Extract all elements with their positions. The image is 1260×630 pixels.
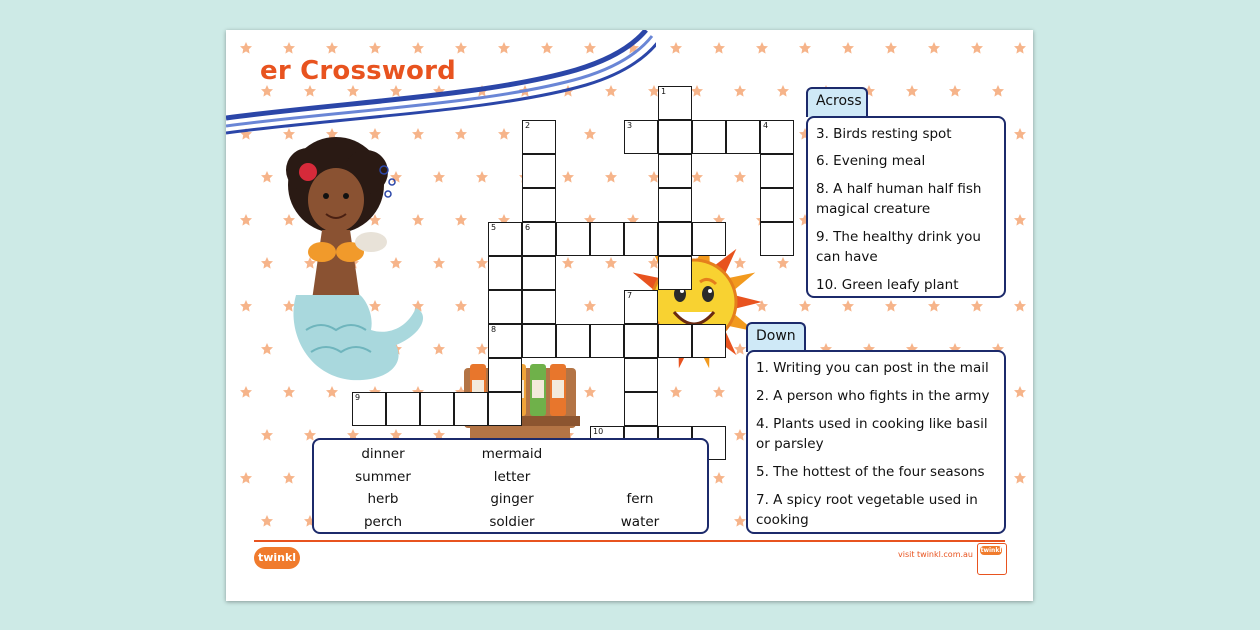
clue-number: 3 xyxy=(627,121,633,130)
star-shape xyxy=(240,300,252,312)
down-clue: 1. Writing you can post in the mail xyxy=(756,360,989,376)
star-shape xyxy=(240,214,252,226)
star-shape xyxy=(928,300,940,312)
down-clue: 5. The hottest of the four seasons xyxy=(756,464,985,480)
crossword-cell[interactable] xyxy=(760,154,794,188)
star-shape xyxy=(433,343,445,355)
crossword-cell[interactable] xyxy=(692,120,726,154)
clue-number: 1 xyxy=(661,87,667,96)
star-shape xyxy=(734,429,746,441)
star-shape xyxy=(777,257,789,269)
down-clue-box xyxy=(746,350,1006,534)
crossword-cell[interactable] xyxy=(454,392,488,426)
star-shape xyxy=(885,42,897,54)
word-bank-item: perch xyxy=(363,514,403,530)
star-shape xyxy=(476,343,488,355)
star-shape xyxy=(734,515,746,527)
star-shape xyxy=(713,472,725,484)
across-header: Across xyxy=(816,93,862,109)
crossword-cell[interactable] xyxy=(760,188,794,222)
clue-number: 6 xyxy=(525,223,531,232)
crossword-cell[interactable] xyxy=(658,86,692,120)
page-title: er Crossword xyxy=(260,56,456,86)
star-shape xyxy=(713,42,725,54)
crossword-cell[interactable] xyxy=(522,290,556,324)
crossword-cell[interactable] xyxy=(522,154,556,188)
crossword-cell[interactable] xyxy=(658,324,692,358)
clue-number: 7 xyxy=(627,291,633,300)
clue-number: 2 xyxy=(525,121,531,130)
star-shape xyxy=(455,300,467,312)
star-shape xyxy=(261,515,273,527)
crossword-cell[interactable] xyxy=(624,392,658,426)
star-shape xyxy=(777,85,789,97)
down-header: Down xyxy=(756,328,796,344)
star-shape xyxy=(283,472,295,484)
crossword-cell[interactable] xyxy=(522,324,556,358)
star-shape xyxy=(670,42,682,54)
star-shape xyxy=(799,300,811,312)
word-bank-item: soldier xyxy=(489,514,535,530)
star-shape xyxy=(1014,214,1026,226)
clue-number: 9 xyxy=(355,393,361,402)
crossword-cell[interactable] xyxy=(726,120,760,154)
footer-divider xyxy=(254,540,1005,542)
crossword-cell[interactable] xyxy=(522,256,556,290)
star-shape xyxy=(562,257,574,269)
crossword-cell[interactable] xyxy=(658,188,692,222)
star-shape xyxy=(842,300,854,312)
across-clue: 6. Evening meal xyxy=(816,153,926,169)
crossword-cell[interactable] xyxy=(488,392,522,426)
crossword-cell[interactable] xyxy=(488,222,522,256)
sun-ray xyxy=(733,295,762,309)
crossword-cell[interactable] xyxy=(556,222,590,256)
crossword-cell[interactable] xyxy=(760,120,794,154)
crossword-cell[interactable] xyxy=(624,222,658,256)
star-shape xyxy=(691,85,703,97)
star-shape xyxy=(1014,386,1026,398)
star-shape xyxy=(799,42,811,54)
crossword-cell[interactable] xyxy=(420,392,454,426)
star-shape xyxy=(971,300,983,312)
clue-number: 4 xyxy=(763,121,769,130)
twinkl-logo: twinkl xyxy=(254,547,300,569)
star-shape xyxy=(433,171,445,183)
worksheet xyxy=(226,30,1033,601)
crossword-cell[interactable] xyxy=(658,222,692,256)
crossword-cell[interactable] xyxy=(590,222,624,256)
star-shape xyxy=(928,42,940,54)
star-shape xyxy=(906,85,918,97)
down-tab xyxy=(746,322,806,352)
star-shape xyxy=(584,386,596,398)
star-shape xyxy=(455,214,467,226)
crossword-cell[interactable] xyxy=(692,324,726,358)
star-shape xyxy=(605,257,617,269)
word-bank-item: dinner xyxy=(361,446,405,462)
star-shape xyxy=(1014,472,1026,484)
star-shape xyxy=(1014,128,1026,140)
word-bank-item: summer xyxy=(355,469,411,485)
quality-badge-icon xyxy=(977,543,1007,575)
star-shape xyxy=(691,171,703,183)
word-bank-item: letter xyxy=(493,469,531,485)
down-clue: 7. A spicy root vegetable used in cooking xyxy=(756,492,978,528)
star-shape xyxy=(261,429,273,441)
star-shape xyxy=(433,257,445,269)
crossword-cell[interactable] xyxy=(590,324,624,358)
star-shape xyxy=(992,85,1004,97)
star-shape xyxy=(713,386,725,398)
across-clue-box xyxy=(806,116,1006,298)
star-shape xyxy=(885,300,897,312)
star-shape xyxy=(971,42,983,54)
across-clue: 10. Green leafy plant xyxy=(816,277,959,293)
crossword-cell[interactable] xyxy=(624,120,658,154)
crossword-cell[interactable] xyxy=(692,222,726,256)
across-clue: 8. A half human half fish magical creature xyxy=(816,181,982,217)
down-clue: 4. Plants used in cooking like basil or parsley xyxy=(756,416,988,452)
crossword-cell[interactable] xyxy=(386,392,420,426)
badge-label: twinkl xyxy=(980,547,1002,554)
word-bank-item: water xyxy=(620,514,660,530)
crossword-cell[interactable] xyxy=(522,222,556,256)
star-shape xyxy=(476,171,488,183)
crossword-cell[interactable] xyxy=(522,188,556,222)
word-bank-item: fern xyxy=(626,491,654,507)
crossword-cell[interactable] xyxy=(556,324,590,358)
crossword-cell[interactable] xyxy=(488,358,522,392)
star-shape xyxy=(949,85,961,97)
clue-number: 5 xyxy=(491,223,497,232)
star-shape xyxy=(562,171,574,183)
star-shape xyxy=(842,42,854,54)
across-tab xyxy=(806,87,868,117)
crossword-cell[interactable] xyxy=(760,222,794,256)
crossword-cell[interactable] xyxy=(488,324,522,358)
crossword-cell[interactable] xyxy=(658,256,692,290)
star-shape xyxy=(1014,300,1026,312)
crossword-cell[interactable] xyxy=(522,120,556,154)
word-bank-item: herb xyxy=(367,491,399,507)
word-bank-item: ginger xyxy=(490,491,534,507)
clue-number: 8 xyxy=(491,325,497,334)
crossword-cell[interactable] xyxy=(658,154,692,188)
star-shape xyxy=(240,386,252,398)
star-shape xyxy=(670,386,682,398)
word-bank-item: mermaid xyxy=(481,446,543,462)
across-clue: 3. Birds resting spot xyxy=(816,126,952,142)
crossword-cell[interactable] xyxy=(624,290,658,324)
star-shape xyxy=(756,42,768,54)
across-clue: 9. The healthy drink you can have xyxy=(816,229,981,265)
clue-number: 10 xyxy=(593,427,604,436)
mermaid-illustration xyxy=(256,130,426,390)
crossword-cell[interactable] xyxy=(352,392,386,426)
crossword-cell[interactable] xyxy=(624,358,658,392)
star-shape xyxy=(240,472,252,484)
word-bank xyxy=(312,438,709,534)
star-shape xyxy=(605,171,617,183)
crossword-cell[interactable] xyxy=(488,256,522,290)
down-clue: 2. A person who fights in the army xyxy=(756,388,990,404)
crossword-cell[interactable] xyxy=(658,120,692,154)
star-shape xyxy=(734,85,746,97)
star-shape xyxy=(584,300,596,312)
crossword-cell[interactable] xyxy=(624,324,658,358)
star-shape xyxy=(1014,42,1026,54)
footer-url[interactable]: visit twinkl.com.au xyxy=(898,550,973,559)
star-shape xyxy=(476,257,488,269)
crossword-cell[interactable] xyxy=(488,290,522,324)
star-shape xyxy=(734,171,746,183)
